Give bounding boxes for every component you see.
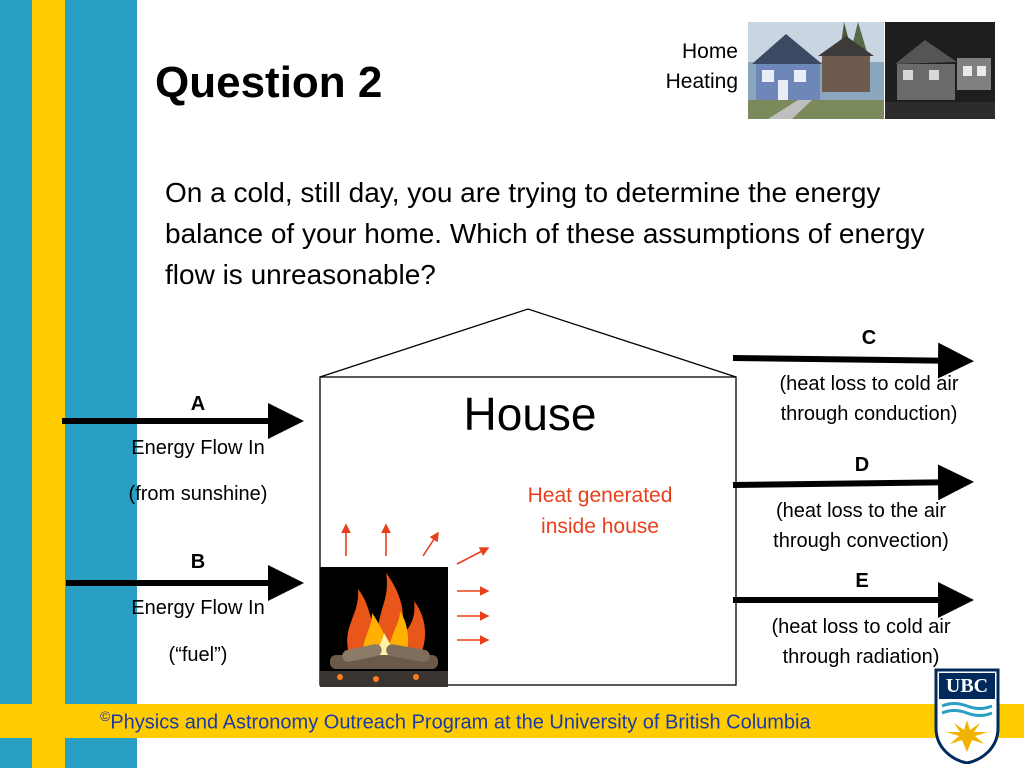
arrow-e-line2: through radiation) [782, 646, 940, 668]
arrow-b-line1: Energy Flow In [131, 597, 265, 619]
arrow-b-letter: B [190, 551, 206, 573]
arrow-e-letter: E [855, 570, 869, 592]
arrow-d-line1: (heat loss to the air [775, 500, 947, 522]
ubc-logo-text: UBC [945, 675, 989, 697]
arrow-c-line2: through conduction) [780, 403, 958, 425]
arrow-a-letter: A [190, 393, 206, 415]
footer-text: Physics and Astronomy Outreach Program at the University of British Columbia [110, 711, 811, 734]
question-text: On a cold, still day, you are trying to determine the energy balance of your home. Which of these assumptions of energy flow is unreasonable? [165, 177, 925, 290]
arrow-c [733, 358, 968, 361]
arrow-b-line2: (“fuel”) [168, 644, 228, 666]
arrow-c-letter: C [861, 327, 877, 349]
heat-label: Heat generated inside house [527, 484, 673, 538]
arrow-a-line1: Energy Flow In [131, 437, 265, 459]
fireplace-image [320, 567, 448, 687]
footer-credit [100, 708, 920, 735]
photo-caption: Home Heating [665, 40, 738, 93]
arrow-e-line1: (heat loss to cold air [771, 616, 951, 638]
arrow-a-line2: (from sunshine) [128, 483, 268, 505]
arrow-d-letter: D [854, 454, 870, 476]
slide-title: Question 2 [155, 58, 383, 107]
copyright-symbol: © [100, 708, 111, 724]
house-label: House [463, 388, 597, 440]
ubc-logo [934, 668, 1000, 764]
arrow-d [733, 482, 968, 485]
arrow-d-line2: through convection) [773, 530, 949, 552]
arrow-c-line1: (heat loss to cold air [779, 373, 959, 395]
